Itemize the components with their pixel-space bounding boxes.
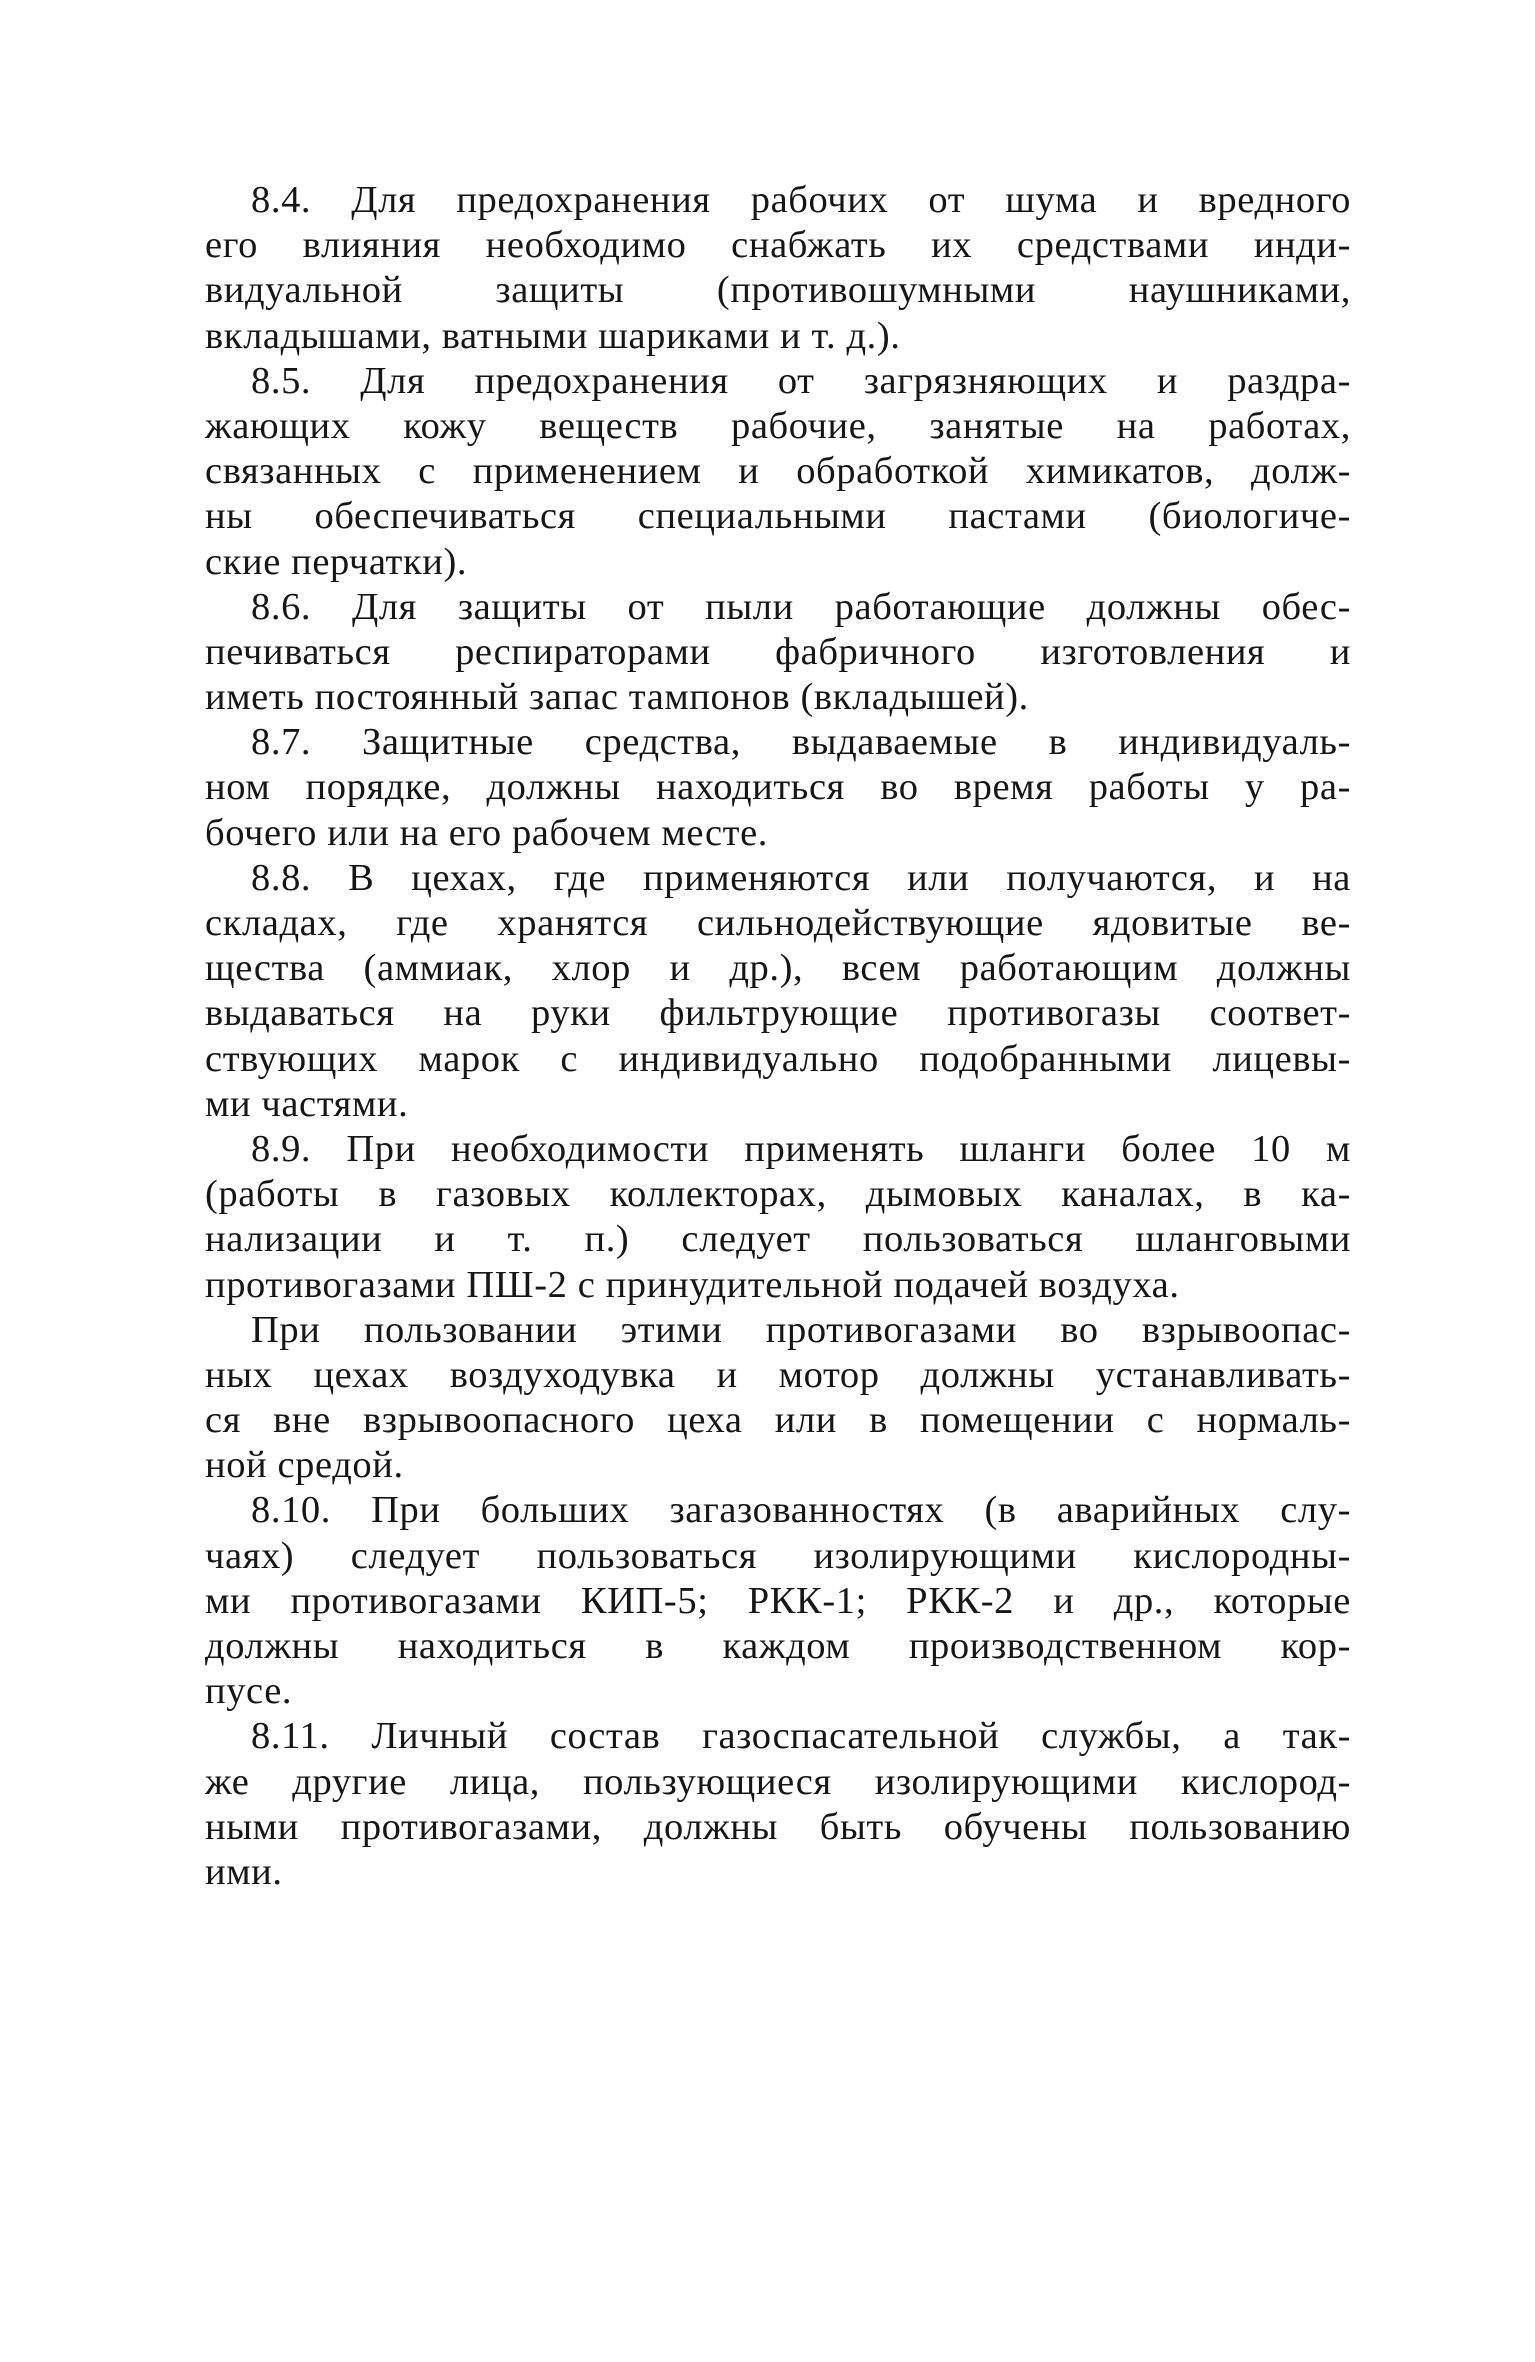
text-line: пусе. — [205, 1670, 293, 1713]
text-line: ся вне взрывоопасного цеха или в помещении с нормаль- — [205, 1399, 1351, 1442]
text-line: ных цехах воздуходувка и мотор должны устанавливать- — [205, 1353, 1351, 1396]
text-line: ими. — [205, 1850, 283, 1893]
text-line: 8.9. При необходимости применять шланги более 10 м — [251, 1127, 1351, 1170]
text-line: печиваться респираторами фабричного изготовления и — [205, 630, 1351, 673]
text-line: чаях) следует пользоваться изолирующими кислородны- — [205, 1534, 1351, 1577]
text-line: 8.4. Для предохранения рабочих от шума и вредного — [251, 179, 1351, 221]
text-line: иметь постоянный запас тампонов (вкладышей). — [205, 676, 1029, 719]
text-line: вкладышами, ватными шариками и т. д.). — [205, 314, 901, 357]
text-line: 8.5. Для предохранения от загрязняющих и раздра- — [251, 359, 1351, 402]
text-line: 8.10. При больших загазованностях (в аварийных слу- — [251, 1489, 1351, 1532]
text-line: выдаваться на руки фильтрующие противогазы соответ- — [205, 992, 1351, 1035]
text-line: жающих кожу веществ рабочие, занятые на работах, — [205, 404, 1351, 447]
text-line: ствующих марок с индивидуально подобранными лицевы- — [205, 1037, 1351, 1080]
text-line: должны находиться в каждом производственном кор- — [205, 1625, 1351, 1667]
body-text — [205, 178, 1351, 1895]
text-line: 8.11. Личный состав газоспасательной службы, а так- — [251, 1715, 1351, 1758]
text-line: бочего или на его рабочем месте. — [205, 811, 769, 854]
text-line: 8.8. В цехах, где применяются или получаются, и на — [251, 856, 1351, 899]
text-line: видуальной защиты (противошумными наушниками, — [205, 269, 1351, 312]
text-line: ми противогазами КИП-5; РКК-1; РКК-2 и др., которые — [205, 1579, 1351, 1622]
text-line: связанных с применением и обработкой химикатов, долж- — [205, 450, 1351, 493]
text-line: противогазами ПШ-2 с принудительной подачей воздуха. — [205, 1263, 1180, 1306]
text-line: 8.7. Защитные средства, выдаваемые в индивидуаль- — [251, 721, 1351, 764]
text-line: складах, где хранятся сильнодействующие ядовитые ве- — [205, 902, 1351, 944]
text-line: ными противогазами, должны быть обучены пользованию — [205, 1805, 1351, 1848]
text-line: ские перчатки). — [205, 540, 468, 583]
text-line: 8.6. Для защиты от пыли работающие должны обес- — [251, 585, 1351, 628]
text-line: При пользовании этими противогазами во взрывоопас- — [251, 1308, 1351, 1351]
text-line: щества (аммиак, хлор и др.), всем работающим должны — [205, 947, 1351, 990]
text-line: же другие лица, пользующиеся изолирующими кислород- — [205, 1760, 1351, 1803]
text-line: ны обеспечиваться специальными пастами (биологиче- — [205, 495, 1351, 538]
text-line: (работы в газовых коллекторах, дымовых каналах, в ка- — [205, 1173, 1351, 1216]
text-line: ном порядке, должны находиться во время работы у ра- — [205, 766, 1351, 809]
text-line: нализации и т. п.) следует пользоваться шланговыми — [205, 1218, 1351, 1261]
text-line: ми частями. — [205, 1082, 409, 1125]
text-line: ной средой. — [205, 1444, 404, 1487]
text-line: его влияния необходимо снабжать их средствами инди- — [205, 224, 1351, 267]
